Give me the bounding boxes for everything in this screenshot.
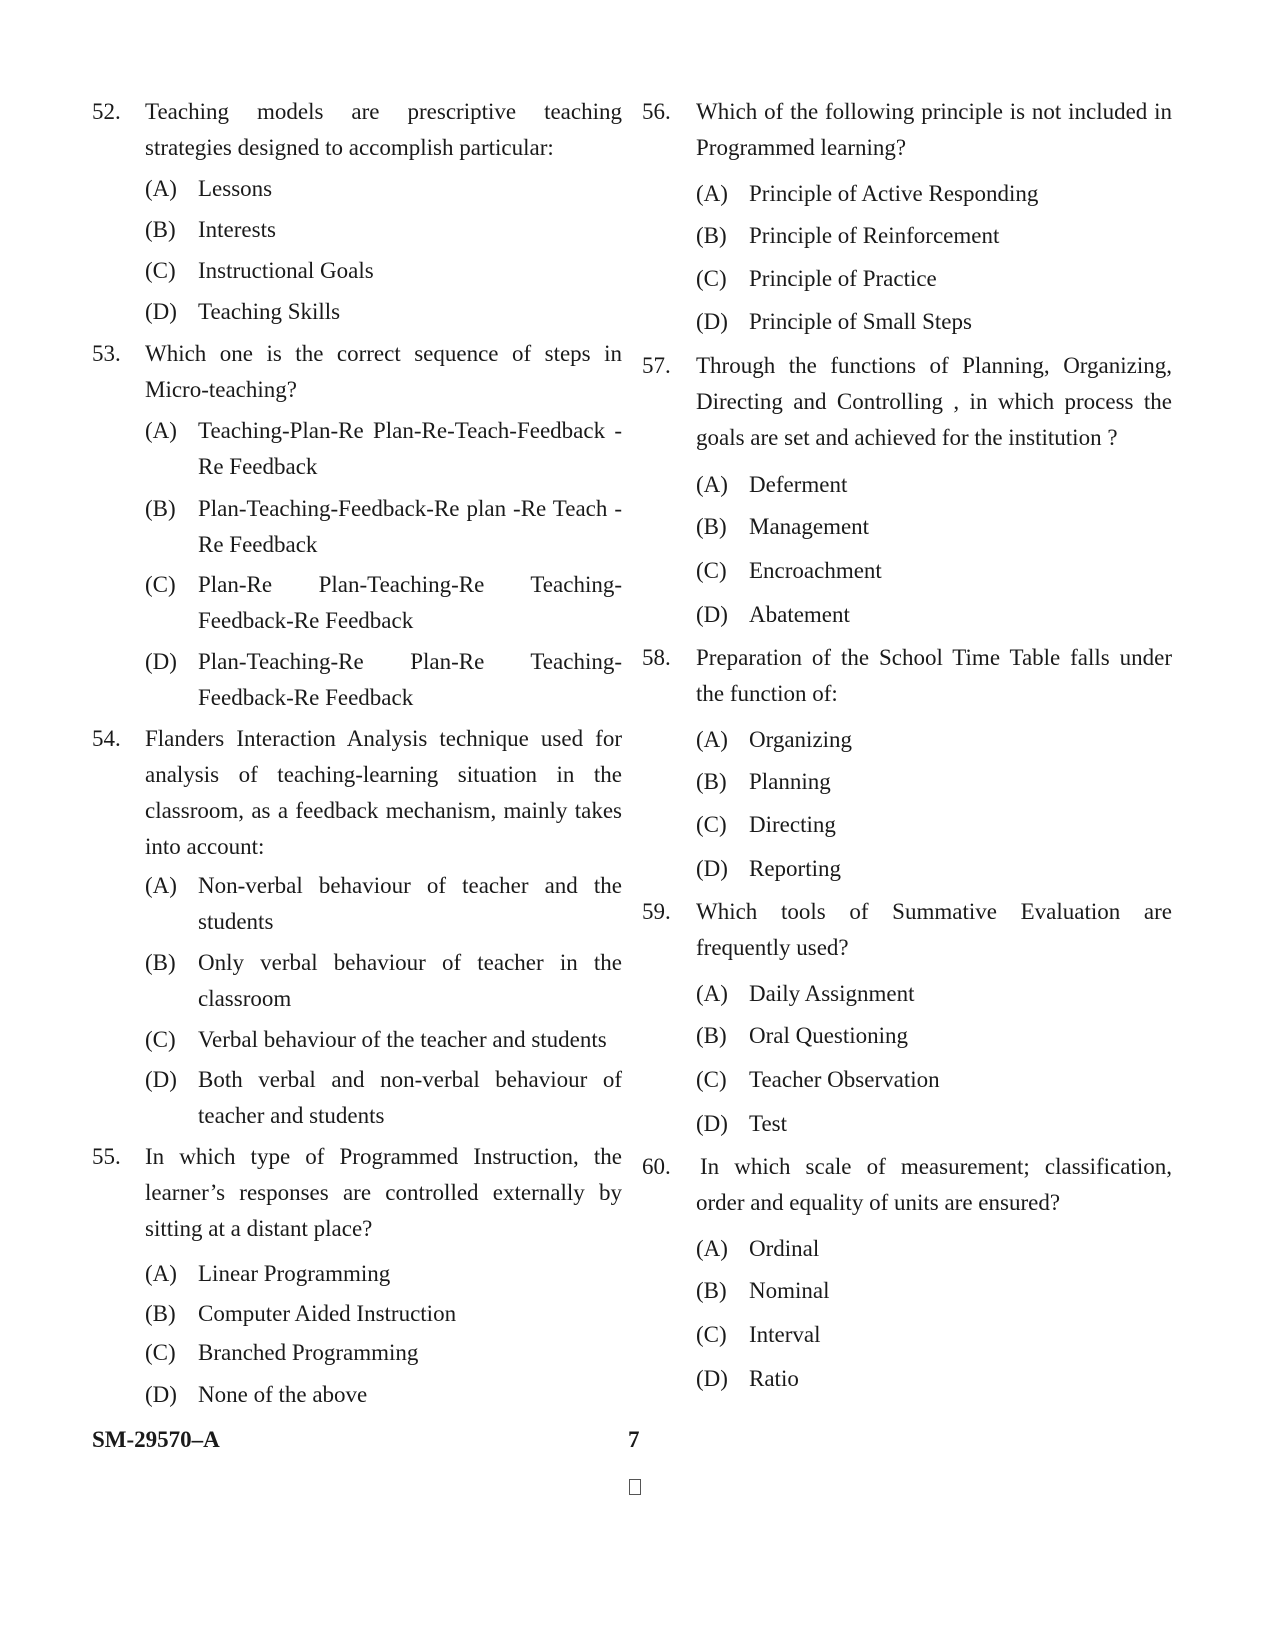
option-letter: (B) — [696, 1278, 727, 1303]
option-letter: (B) — [145, 496, 176, 521]
question-text: Flanders Interaction Analysis technique used for analysis of teaching-learning situation in the classroom, as a feedback mechanism, mainly takes into account: — [145, 726, 622, 859]
option-text: Daily Assignment — [749, 981, 915, 1006]
option-text: Principle of Active Responding — [749, 181, 1039, 206]
paper-code: SM-29570–A — [92, 1427, 220, 1452]
option-text: Teaching Skills — [198, 299, 341, 324]
option-letter: (D) — [696, 602, 728, 627]
option-letter: (A) — [696, 472, 728, 497]
option-letter: (A) — [145, 176, 177, 201]
option-text: Deferment — [749, 472, 848, 497]
question-number: 60. — [642, 1154, 671, 1179]
option-letter: (A) — [696, 1236, 728, 1261]
option-text: Organizing — [749, 727, 853, 752]
question-text: In which scale of measurement; classification, order and equality of units are ensured? — [696, 1154, 1172, 1215]
option-letter: (D) — [696, 309, 728, 334]
option-text: Plan-Re Plan-Teaching-Re Teaching-Feedback-Re Feedback — [198, 572, 622, 633]
option-text: Reporting — [749, 856, 841, 881]
option-letter: (C) — [696, 812, 727, 837]
option-letter: (B) — [145, 950, 176, 975]
option-text: Teacher Observation — [749, 1067, 940, 1092]
question-text: Which one is the correct sequence of steps in Micro-teaching? — [145, 341, 622, 402]
question-text: Which of the following principle is not included in Programmed learning? — [696, 99, 1172, 160]
option-text: Oral Questioning — [749, 1023, 909, 1048]
option-text: Management — [749, 514, 870, 539]
option-letter: (A) — [145, 873, 177, 898]
option-text: Linear Programming — [198, 1261, 391, 1286]
option-letter: (C) — [145, 258, 176, 283]
question-text: Which tools of Summative Evaluation are frequently used? — [696, 899, 1172, 960]
option-letter: (D) — [145, 649, 177, 674]
option-text: Principle of Practice — [749, 266, 937, 291]
option-letter: (B) — [145, 1301, 176, 1326]
option-text: Encroachment — [749, 558, 882, 583]
question-number: 54. — [92, 726, 121, 751]
question-number: 55. — [92, 1144, 121, 1169]
placeholder-box-icon — [629, 1479, 641, 1495]
option-text: Plan-Teaching-Feedback-Re plan -Re Teach -Re Feedback — [198, 496, 622, 557]
option-text: Plan-Teaching-Re Plan-Re Teaching-Feedback-Re Feedback — [198, 649, 622, 710]
option-letter: (D) — [145, 1382, 177, 1407]
option-letter: (A) — [145, 418, 177, 443]
option-text: None of the above — [198, 1382, 368, 1407]
option-letter: (D) — [696, 1366, 728, 1391]
option-letter: (B) — [696, 514, 727, 539]
option-letter: (A) — [145, 1261, 177, 1286]
option-letter: (C) — [696, 558, 727, 583]
question-number: 53. — [92, 341, 121, 366]
option-letter: (B) — [696, 223, 727, 248]
option-text: Non-verbal behaviour of teacher and the students — [198, 873, 622, 934]
question-number: 57. — [642, 353, 671, 378]
question-text: Preparation of the School Time Table falls under the function of: — [696, 645, 1172, 706]
option-text: Directing — [749, 812, 836, 837]
question-text: Teaching models are prescriptive teaching strategies designed to accomplish particular: — [145, 99, 622, 160]
question-number: 56. — [642, 99, 671, 124]
option-text: Only verbal behaviour of teacher in the classroom — [198, 950, 622, 1011]
option-letter: (A) — [696, 181, 728, 206]
option-text: Computer Aided Instruction — [198, 1301, 457, 1326]
question-number: 58. — [642, 645, 671, 670]
option-letter: (A) — [696, 727, 728, 752]
option-letter: (C) — [696, 1067, 727, 1092]
option-text: Verbal behaviour of the teacher and students — [198, 1027, 607, 1052]
option-letter: (D) — [696, 1111, 728, 1136]
option-text: Branched Programming — [198, 1340, 419, 1365]
option-text: Test — [749, 1111, 787, 1136]
option-letter: (C) — [696, 1322, 727, 1347]
option-text: Principle of Small Steps — [749, 309, 972, 334]
option-text: Abatement — [749, 602, 850, 627]
option-text: Teaching-Plan-Re Plan-Re-Teach-Feedback -Re Feedback — [198, 418, 622, 479]
option-text: Instructional Goals — [198, 258, 374, 283]
option-letter: (C) — [145, 1340, 176, 1365]
option-text: Both verbal and non-verbal behaviour of teacher and students — [198, 1067, 622, 1128]
option-text: Interval — [749, 1322, 821, 1347]
question-number: 52. — [92, 99, 121, 124]
option-letter: (B) — [696, 1023, 727, 1048]
option-text: Ordinal — [749, 1236, 820, 1261]
option-letter: (D) — [696, 856, 728, 881]
question-text: Through the functions of Planning, Organizing, Directing and Controlling , in which process the goals are set and achieved for the institution ? — [696, 353, 1172, 450]
option-text: Ratio — [749, 1366, 799, 1391]
option-text: Nominal — [749, 1278, 830, 1303]
option-letter: (C) — [145, 572, 176, 597]
option-letter: (C) — [696, 266, 727, 291]
option-text: Planning — [749, 769, 831, 794]
option-letter: (A) — [696, 981, 728, 1006]
question-number: 59. — [642, 899, 671, 924]
question-text: In which type of Programmed Instruction, the learner’s responses are controlled externally by sitting at a distant place? — [145, 1144, 622, 1241]
option-text: Lessons — [198, 176, 273, 201]
option-text: Principle of Reinforcement — [749, 223, 1000, 248]
option-letter: (B) — [696, 769, 727, 794]
option-letter: (D) — [145, 1067, 177, 1092]
option-text: Interests — [198, 217, 276, 242]
option-letter: (C) — [145, 1027, 176, 1052]
option-letter: (D) — [145, 299, 177, 324]
option-letter: (B) — [145, 217, 176, 242]
page-number: 7 — [628, 1427, 640, 1452]
